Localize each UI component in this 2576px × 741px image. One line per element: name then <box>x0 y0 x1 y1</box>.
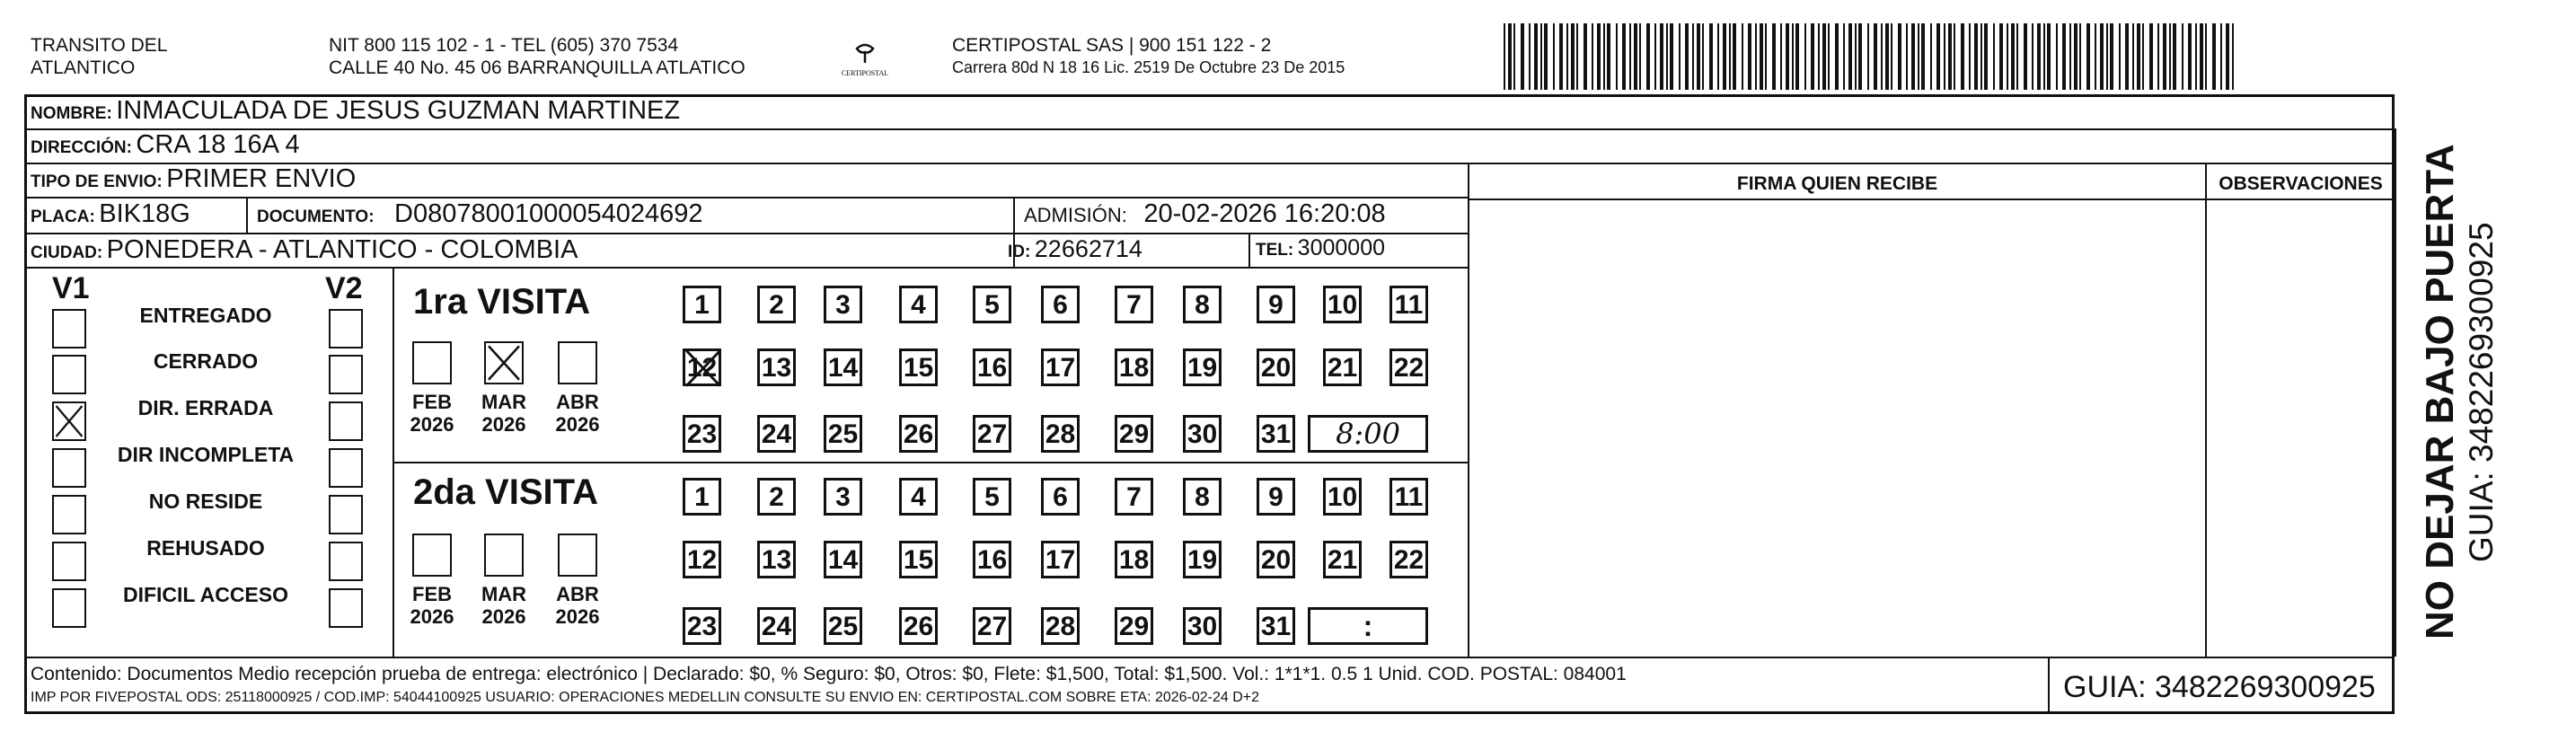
reason-label: ENTREGADO <box>139 304 272 327</box>
nombre-field: NOMBRE: INMACULADA DE JESUS GUZMAN MARTINEZ <box>31 96 681 125</box>
footer-guia: GUIA: 3482269300925 <box>2063 670 2376 704</box>
visit1-day-box[interactable]: 29 <box>1115 415 1153 453</box>
visit1-time-box[interactable]: 8:00 <box>1308 415 1428 453</box>
visit1-day-box[interactable]: 1 <box>683 286 721 323</box>
tel-field: TEL: 3000000 <box>1256 235 1385 260</box>
issuer-contact: NIT 800 115 102 - 1 - TEL (605) 370 7534 CALLE 40 No. 45 06 BARRANQUILLA ATLATICO <box>329 35 745 78</box>
visit1-day-box[interactable]: 3 <box>824 286 862 323</box>
v2-checkbox[interactable] <box>329 542 363 581</box>
visit1-day-box[interactable]: 31 <box>1257 415 1295 453</box>
visit1-day-box[interactable]: 7 <box>1115 286 1153 323</box>
divider <box>26 128 2395 130</box>
side-guia: GUIA: 3482269300925 <box>2463 222 2500 562</box>
visit2-day-box[interactable]: 30 <box>1183 607 1222 645</box>
divider <box>393 267 394 657</box>
reason-label: DIFICIL ACCESO <box>122 583 288 606</box>
visit1-month-label: ABR 2026 <box>555 391 600 436</box>
visit2-day-box[interactable]: 12 <box>683 541 721 578</box>
reason-label: DIR INCOMPLETA <box>117 443 295 466</box>
visit1-day-box[interactable]: 14 <box>824 348 862 386</box>
v2-checkbox[interactable] <box>329 495 363 534</box>
visit2-day-box[interactable]: 19 <box>1183 541 1222 578</box>
v2-checkbox[interactable] <box>329 448 363 488</box>
reason-label: DIR. ERRADA <box>137 396 274 419</box>
firma-header: FIRMA QUIEN RECIBE <box>1736 173 1938 194</box>
divider <box>2048 657 2050 714</box>
no-dejar-warning: NO DEJAR BAJO PUERTA <box>2418 144 2462 640</box>
issuer-name: TRANSITO DEL ATLANTICO <box>31 35 168 78</box>
visit1-day-box[interactable]: 28 <box>1041 415 1080 453</box>
visit1-day-box[interactable]: 21 <box>1323 348 1362 386</box>
visit2-title: 2da VISITA <box>413 472 598 512</box>
visit1-day-box[interactable]: 22 <box>1389 348 1428 386</box>
reason-label: REHUSADO <box>146 536 265 560</box>
visit2-day-box[interactable]: 2 <box>757 478 796 516</box>
v2-checkbox[interactable] <box>329 355 363 394</box>
visit1-title: 1ra VISITA <box>413 282 591 322</box>
ciudad-field: CIUDAD: PONEDERA - ATLANTICO - COLOMBIA <box>31 235 578 264</box>
visit1-day-box[interactable]: 27 <box>973 415 1011 453</box>
v1-label: V1 <box>52 271 90 305</box>
svg-text:CERTIPOSTAL: CERTIPOSTAL <box>841 69 889 77</box>
visit1-day-box[interactable]: 19 <box>1183 348 1222 386</box>
visit2-day-box[interactable]: 3 <box>824 478 862 516</box>
visit1-month-checkbox[interactable] <box>558 341 597 384</box>
divider <box>1468 163 1469 657</box>
visit1-day-box[interactable]: 10 <box>1323 286 1362 323</box>
divider <box>26 233 1468 234</box>
content-line: Contenido: Documentos Medio recepción prueba de entrega: electrónico | Declarado: $0, % Seguro: $0, Otros: $0, Flete: $1,500, Total: $1,500. Vol.: 1*1*1. 0.5 1 Unid. COD. POSTAL: 084001 <box>31 664 1627 684</box>
visit1-day-box[interactable]: 25 <box>824 415 862 453</box>
divider <box>2205 163 2207 657</box>
id-field: ID: 22662714 <box>1008 235 1142 262</box>
visit2-day-box[interactable]: 11 <box>1389 478 1428 516</box>
divider <box>26 163 2395 164</box>
visit1-day-box[interactable]: 5 <box>973 286 1011 323</box>
visit1-month-label: MAR 2026 <box>481 391 527 436</box>
divider <box>393 462 1468 463</box>
barcode <box>1502 23 2238 90</box>
company-info: CERTIPOSTAL SAS | 900 151 122 - 2 Carrera 80d N 18 16 Lic. 2519 De Octubre 23 De 2015 <box>952 35 1345 76</box>
v1-checkbox[interactable] <box>52 401 86 441</box>
v1-checkbox[interactable] <box>52 588 86 628</box>
divider <box>2395 128 2396 657</box>
observaciones-header: OBSERVACIONES <box>2219 173 2383 194</box>
visit1-day-box[interactable]: 12 <box>683 348 721 386</box>
visit1-day-box[interactable]: 16 <box>973 348 1011 386</box>
visit2-month-checkbox[interactable] <box>412 534 452 577</box>
v1-checkbox[interactable] <box>52 542 86 581</box>
visit1-month-checkbox[interactable] <box>484 341 524 384</box>
visit2-day-box[interactable]: 9 <box>1257 478 1295 516</box>
visit2-day-box[interactable]: 17 <box>1041 541 1080 578</box>
visit2-day-box[interactable]: 14 <box>824 541 862 578</box>
visit1-day-box[interactable]: 18 <box>1115 348 1153 386</box>
divider <box>1248 233 1250 267</box>
visit2-day-box[interactable]: 13 <box>757 541 796 578</box>
visit2-day-box[interactable]: 21 <box>1323 541 1362 578</box>
visit1-day-box[interactable]: 24 <box>757 415 796 453</box>
visit1-day-box[interactable]: 8 <box>1183 286 1222 323</box>
visit2-month-label: MAR 2026 <box>481 583 527 628</box>
visit2-day-box[interactable]: 22 <box>1389 541 1428 578</box>
v1-checkbox[interactable] <box>52 495 86 534</box>
direccion-field: DIRECCIÓN: CRA 18 16A 4 <box>31 130 300 159</box>
visit2-month-label: ABR 2026 <box>555 583 600 628</box>
v2-checkbox[interactable] <box>329 588 363 628</box>
visit2-day-box[interactable]: 15 <box>899 541 938 578</box>
visit2-day-box[interactable]: 18 <box>1115 541 1153 578</box>
visit2-month-label: FEB 2026 <box>410 583 454 628</box>
visit1-day-box[interactable]: 17 <box>1041 348 1080 386</box>
visit2-month-checkbox[interactable] <box>484 534 524 577</box>
divider <box>26 657 2395 658</box>
visit2-day-box[interactable]: 8 <box>1183 478 1222 516</box>
visit1-day-box[interactable]: 4 <box>899 286 938 323</box>
divider <box>246 197 248 233</box>
visit2-day-box[interactable]: 1 <box>683 478 721 516</box>
visit2-day-box[interactable]: 27 <box>973 607 1011 645</box>
v1-checkbox[interactable] <box>52 355 86 394</box>
visit2-day-box[interactable]: 31 <box>1257 607 1295 645</box>
visit1-day-box[interactable]: 11 <box>1389 286 1428 323</box>
visit2-day-box[interactable]: 29 <box>1115 607 1153 645</box>
visit1-day-box[interactable]: 30 <box>1183 415 1222 453</box>
visit1-month-label: FEB 2026 <box>410 391 454 436</box>
visit1-day-box[interactable]: 13 <box>757 348 796 386</box>
visit2-day-box[interactable]: 24 <box>757 607 796 645</box>
visit1-day-box[interactable]: 26 <box>899 415 938 453</box>
divider <box>1468 198 2395 200</box>
divider <box>26 267 1468 269</box>
divider <box>26 197 1468 198</box>
visit2-day-box[interactable]: 23 <box>683 607 721 645</box>
v2-checkbox[interactable] <box>329 309 363 348</box>
reason-label: NO RESIDE <box>148 490 263 513</box>
visit2-day-box[interactable]: 10 <box>1323 478 1362 516</box>
documento-field: DOCUMENTO: D08078001000054024692 <box>257 199 703 228</box>
visit2-day-box[interactable]: 5 <box>973 478 1011 516</box>
v2-label: V2 <box>325 271 363 305</box>
v1-checkbox[interactable] <box>52 309 86 348</box>
visit2-day-box[interactable]: 25 <box>824 607 862 645</box>
visit1-day-box[interactable]: 9 <box>1257 286 1295 323</box>
visit1-day-box[interactable]: 15 <box>899 348 938 386</box>
visit2-day-box[interactable]: 6 <box>1041 478 1080 516</box>
reason-label: CERRADO <box>153 349 259 373</box>
visit2-time-box[interactable]: : <box>1308 607 1428 645</box>
visit2-day-box[interactable]: 20 <box>1257 541 1295 578</box>
imp-line: IMP POR FIVEPOSTAL ODS: 25118000925 / COD.IMP: 54044100925 USUARIO: OPERACIONES MEDELLIN CONSULTE SU ENVIO EN: CERTIPOSTAL.COM SOBRE ETA: 2026-02-24 D+2 <box>31 690 1260 705</box>
v2-checkbox[interactable] <box>329 401 363 441</box>
visit2-day-box[interactable]: 4 <box>899 478 938 516</box>
visit2-day-box[interactable]: 7 <box>1115 478 1153 516</box>
visit2-day-box[interactable]: 28 <box>1041 607 1080 645</box>
admision-field: ADMISIÓN: 20-02-2026 16:20:08 <box>1024 199 1386 228</box>
visit1-month-checkbox[interactable] <box>412 341 452 384</box>
visit1-day-box[interactable]: 20 <box>1257 348 1295 386</box>
visit1-day-box[interactable]: 23 <box>683 415 721 453</box>
visit2-day-box[interactable]: 26 <box>899 607 938 645</box>
visit1-day-box[interactable]: 6 <box>1041 286 1080 323</box>
placa-field: PLACA: BIK18G <box>31 199 190 228</box>
visit2-day-box[interactable]: 16 <box>973 541 1011 578</box>
visit2-month-checkbox[interactable] <box>558 534 597 577</box>
visit1-day-box[interactable]: 2 <box>757 286 796 323</box>
tipo-envio-field: TIPO DE ENVIO: PRIMER ENVIO <box>31 164 357 193</box>
certipostal-logo <box>834 40 896 86</box>
v1-checkbox[interactable] <box>52 448 86 488</box>
